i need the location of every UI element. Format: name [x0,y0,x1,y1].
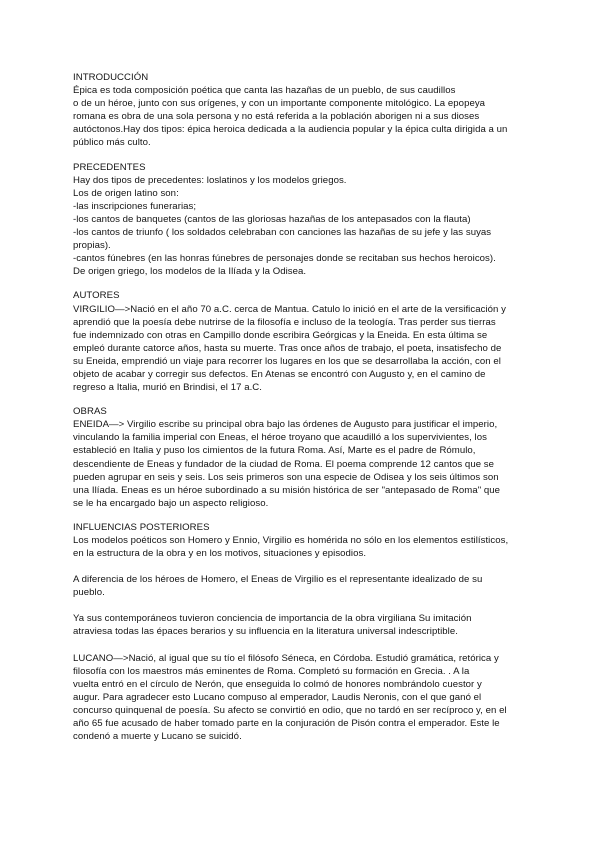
text-line: Hay dos tipos de precedentes: loslatinos y los modelos griegos. [73,174,347,186]
text-line: Ya sus contemporáneos tuvieron conciencia de importancia de la obra virgiliana Su imitación [73,613,472,625]
text-line: aprendió que la poesía debe nutrirse de la filosofía e incluso de la teología. Tras perder sus tierras [73,316,496,328]
section-influencias-posteriores [73,521,528,560]
text-line: autóctonos.Hay dos tipos: épica heroica dedicada a la audiencia popular y la épica culta dirigida a un [73,124,508,136]
section-precedentes [73,161,528,279]
text-line: propias). [73,240,111,252]
section-obras [73,405,528,510]
text-line: filosofía con los maestros más eminentes de Roma. Completó su formación en Grecia. . A la [73,665,470,677]
text-line: empleó durante catorce años, hasta su muerte. Tras once años de trabajo, el poeta, insatisfecho de [73,342,502,354]
text-line: Épica es toda composición poética que canta las hazañas de un pueblo, de sus caudillos [73,85,456,97]
text-line: -los cantos de triunfo ( los soldados celebraban con canciones las hazañas de su jefe y las suyas [73,227,492,239]
text-line: su Eneida, emprendió un viaje para recorrer los lugares en los que se desarrollaba la acción, con el [73,355,501,367]
text-line: atraviesa todas las épaces berarios y su influencia en la literatura universal indescriptible. [73,626,458,638]
text-line: condenó a muerte y Lucano se suicidó. [73,731,242,743]
paragraph-lucano [73,652,528,744]
text-line: descendiente de Eneas y fundador de la ciudad de Roma. El poema comprende 12 cantos que se [73,458,495,470]
text-line: -cantos fúnebres (en las honras fúnebres de personajes donde se recitaban sus hechos heroicos). [73,253,496,265]
text-line: concurso quinquenal de poesía. Su afecto se convirtió en odio, que no tardó en ser recíproco y, en el [73,704,507,716]
section-heading: AUTORES [73,290,120,302]
text-line: ENEIDA—> Virgilio escribe su principal obra bajo las órdenes de Augusto para justificar el imperio, [73,419,498,431]
section-autores [73,289,528,394]
text-line: VIRGILIO—>Nació en el año 70 a.C. cerca de Mantua. Catulo lo inició en el arte de la versificación y [73,303,506,315]
section-introduccion [73,71,528,150]
text-line: en la estructura de la obra y en los motivos, situaciones y episodios. [73,548,367,560]
section-heading: INFLUENCIAS POSTERIORES [73,521,210,533]
text-line: vuelta entró en el círculo de Nerón, que enseguida lo colmó de honores nombrándolo cuestor y [73,678,482,690]
text-line: público más culto. [73,137,151,149]
text-line: romana es obra de una sola persona y no está referida a la población aborigen ni a sus dioses [73,111,480,123]
text-line: pueblo. [73,587,105,599]
text-line: estableció en Italia y puso los cimientos de la futura Roma. Así, Marte es el padre de Rómulo, [73,445,476,457]
section-heading: OBRAS [73,406,107,418]
text-line: pueden agrupar en seis y seis. Los seis primeros son una especie de Odisea y los seis últimos son [73,471,499,483]
text-line: o de un héroe, junto con sus orígenes, y con un importante componente mitológico. La epopeya [73,98,486,110]
paragraph-diferencia [73,573,528,599]
text-line: A diferencia de los héroes de Homero, el Eneas de Virgilio es el representante idealizado de su [73,574,483,586]
text-line: -los cantos de banquetes (cantos de las gloriosas hazañas de los antepasados con la flauta) [73,213,471,225]
text-line: -las inscripciones funerarias; [73,200,197,212]
text-line: una Ilíada. Eneas es un héroe subordinado a su misión histórica de ser "antepasado de Roma" que [73,484,501,496]
text-line: Los de origen latino son: [73,187,179,199]
text-line: LUCANO—>Nació, al igual que su tío el filósofo Séneca, en Córdoba. Estudió gramática, retórica y [73,652,499,664]
text-line: fue indemnizado con otras en Campillo donde escribira Geórgicas y la Eneida. En esta última se [73,329,488,341]
paragraph-contemporaneos [73,612,528,638]
text-line: Los modelos poéticos son Homero y Ennio, Virgilio es homérida no sólo en los elementos estilísticos, [73,535,509,546]
text-line: augur. Para agradecer esto Lucano compuso al emperador, Laudis Neronis, con el que ganó el [73,691,482,703]
section-heading: PRECEDENTES [73,161,146,173]
text-line: De origen griego, los modelos de la Ilíada y la Odisea. [73,266,307,278]
text-line: regreso a Italia, murió en Brindisi, el 17 a.C. [73,382,262,394]
document-body [73,71,528,754]
text-line: vinculando la familia imperial con Eneas, el héroe troyano que acaudilló a los supervivientes, los [73,432,487,444]
text-line: año 65 fue acusado de haber tomado parte en la conjuración de Pisón contra el emperador. Este le [73,718,500,730]
section-heading: INTRODUCCIÓN [73,72,149,83]
text-line: se le ha encargado bajo un aspecto religioso. [73,497,269,509]
text-line: objeto de acabar y corregir sus defectos. En Atenas se encontró con Augusto y, en el camino de [73,368,486,380]
